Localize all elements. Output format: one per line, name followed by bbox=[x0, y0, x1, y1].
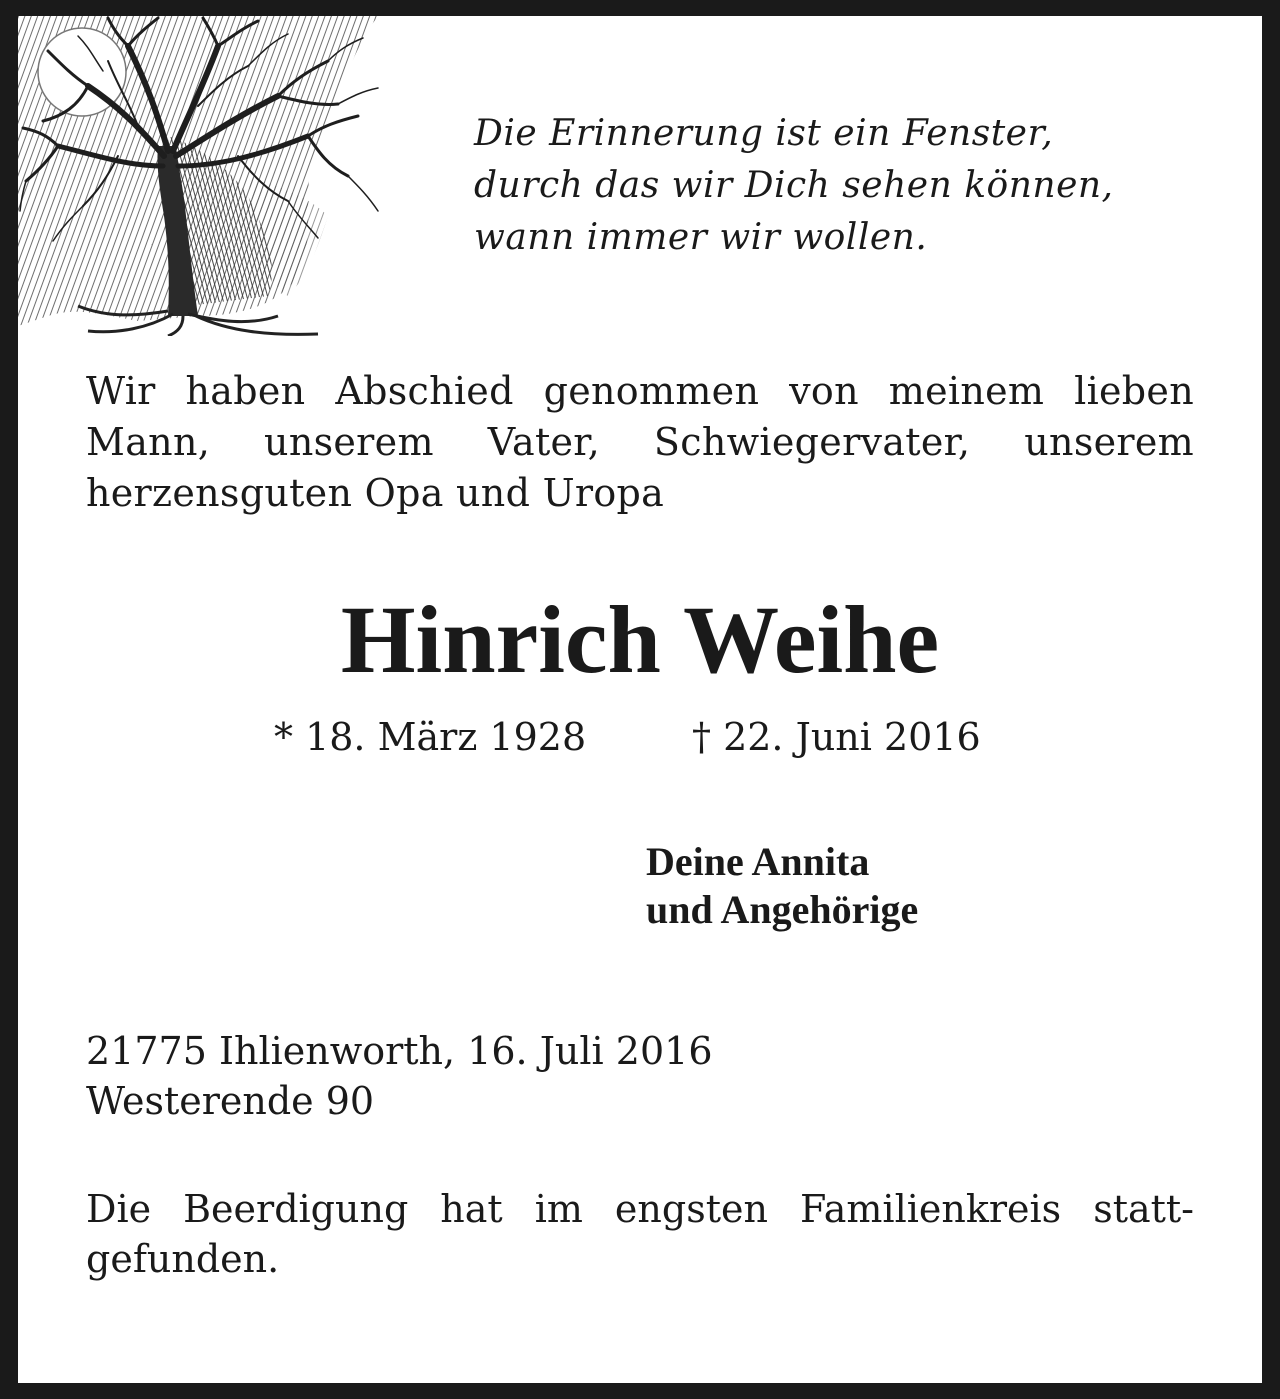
farewell-line: herzensguten Opa und Uropa bbox=[86, 471, 665, 515]
signoff-line: Deine Annita bbox=[646, 839, 870, 884]
deceased-name: Hinrich Weihe bbox=[340, 586, 940, 693]
mourners-signoff bbox=[646, 838, 918, 934]
farewell-text bbox=[86, 366, 1194, 519]
funeral-line: gefunden. bbox=[86, 1237, 280, 1281]
funeral-line: Die Beerdigung hat im engsten Familienkreis statt- bbox=[86, 1187, 1194, 1231]
address-line: Westerende 90 bbox=[86, 1079, 375, 1123]
birth-date: * 18. März 1928 bbox=[274, 715, 587, 759]
place-and-date bbox=[86, 1026, 713, 1126]
quote-line: wann immer wir wollen. bbox=[474, 217, 928, 258]
tree-moon-illustration-icon bbox=[18, 16, 388, 336]
memorial-quote bbox=[474, 108, 1234, 264]
funeral-notice bbox=[86, 1184, 1194, 1284]
quote-line: Die Erinnerung ist ein Fenster, bbox=[474, 113, 1054, 154]
address-line: 21775 Ihlienworth, 16. Juli 2016 bbox=[86, 1029, 713, 1073]
signoff-line: und Angehörige bbox=[646, 887, 919, 932]
farewell-line: Wir haben Abschied genommen von meinem lieben bbox=[86, 369, 1194, 413]
farewell-line: Mann, unserem Vater, Schwiegervater, unserem bbox=[86, 420, 1194, 464]
death-date: † 22. Juni 2016 bbox=[692, 715, 981, 759]
quote-line: durch das wir Dich sehen können, bbox=[474, 165, 1114, 206]
